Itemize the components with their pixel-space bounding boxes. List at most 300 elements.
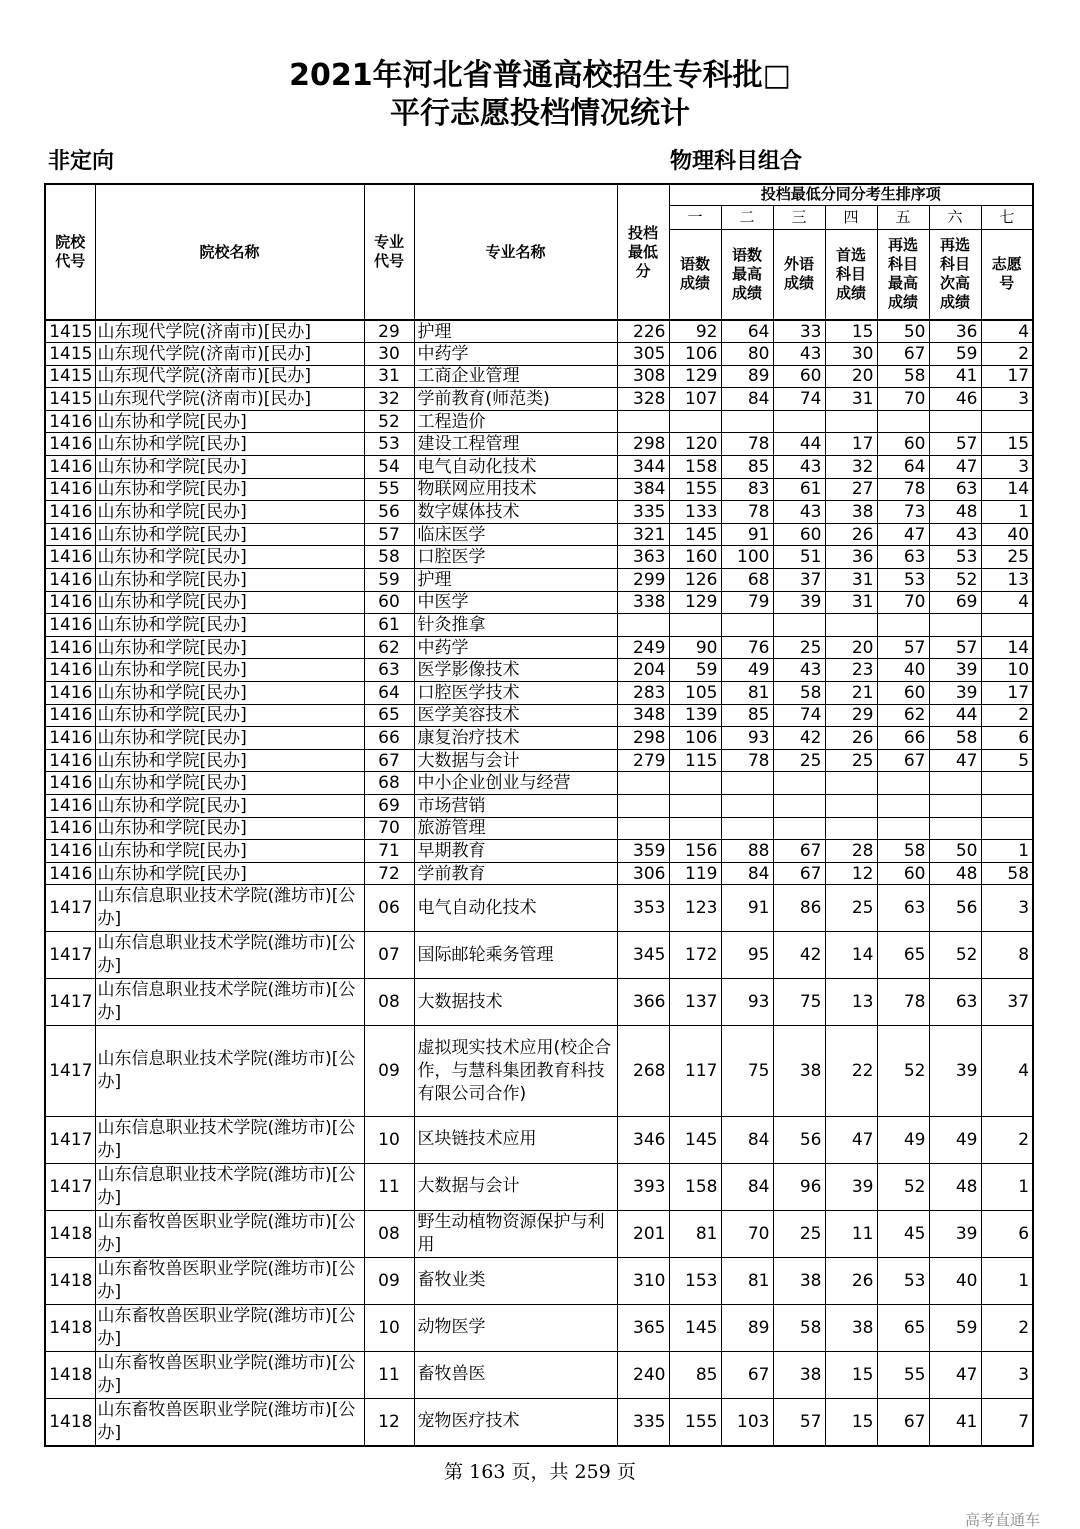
row-sort-7: 2 [981, 343, 1033, 366]
row-sort-7: 2 [981, 704, 1033, 727]
row-sort-7: 25 [981, 546, 1033, 569]
row-sort-6 [929, 614, 981, 637]
row-sort-4: 26 [825, 1257, 877, 1304]
row-sort-2: 79 [721, 591, 773, 614]
table-row [45, 501, 1033, 524]
table-row [45, 1257, 1033, 1304]
row-sort-1: 145 [669, 1304, 721, 1351]
row-major-name: 建设工程管理 [414, 433, 617, 456]
row-min-score [617, 772, 669, 795]
row-major-name: 康复治疗技术 [414, 727, 617, 750]
row-major-name: 电气自动化技术 [414, 885, 617, 932]
table-row [45, 749, 1033, 772]
row-major-name: 市场营销 [414, 794, 617, 817]
row-major-name: 工商企业管理 [414, 365, 617, 388]
row-sort-5: 52 [877, 1163, 929, 1210]
header-order-7: 七 [981, 205, 1033, 229]
row-sort-2 [721, 794, 773, 817]
row-sort-2: 100 [721, 546, 773, 569]
header-school-name: 院校名称 [95, 184, 364, 320]
row-sort-3: 25 [773, 749, 825, 772]
row-major-name: 数字媒体技术 [414, 501, 617, 524]
row-school-name: 山东畜牧兽医职业学院(潍坊市)[公办] [95, 1304, 364, 1351]
row-sort-2: 78 [721, 749, 773, 772]
row-major-name: 针灸推拿 [414, 614, 617, 637]
row-major-name: 口腔医学 [414, 546, 617, 569]
row-school-name: 山东协和学院[民办] [95, 794, 364, 817]
row-sort-5: 70 [877, 591, 929, 614]
row-school-code: 1416 [45, 523, 95, 546]
row-sort-2: 85 [721, 456, 773, 479]
row-min-score: 310 [617, 1257, 669, 1304]
table-row [45, 979, 1033, 1026]
row-sort-1: 115 [669, 749, 721, 772]
row-sort-6: 48 [929, 501, 981, 524]
row-school-code: 1416 [45, 569, 95, 592]
row-sort-1: 123 [669, 885, 721, 932]
row-sort-4: 20 [825, 636, 877, 659]
row-sort-5: 53 [877, 1257, 929, 1304]
row-sort-2: 89 [721, 365, 773, 388]
row-sort-1: 119 [669, 862, 721, 885]
row-sort-6: 59 [929, 1304, 981, 1351]
row-sort-3: 39 [773, 591, 825, 614]
row-sort-7: 6 [981, 1210, 1033, 1257]
row-sort-3: 74 [773, 388, 825, 411]
row-min-score: 283 [617, 682, 669, 705]
row-sort-3 [773, 410, 825, 433]
row-min-score: 359 [617, 840, 669, 863]
row-sort-5: 73 [877, 501, 929, 524]
row-school-code: 1416 [45, 817, 95, 840]
row-major-name: 医学美容技术 [414, 704, 617, 727]
row-school-name: 山东协和学院[民办] [95, 569, 364, 592]
row-sort-1: 137 [669, 979, 721, 1026]
row-sort-4 [825, 794, 877, 817]
row-sort-2: 84 [721, 1116, 773, 1163]
row-sort-5: 78 [877, 478, 929, 501]
row-school-name: 山东现代学院(济南市)[民办] [95, 320, 364, 343]
table-row [45, 862, 1033, 885]
row-major-code: 12 [364, 1398, 414, 1446]
row-sort-7: 5 [981, 749, 1033, 772]
row-sort-3 [773, 794, 825, 817]
row-major-code: 67 [364, 749, 414, 772]
row-school-code: 1416 [45, 433, 95, 456]
row-min-score: 328 [617, 388, 669, 411]
row-sort-5: 67 [877, 343, 929, 366]
row-school-name: 山东畜牧兽医职业学院(潍坊市)[公办] [95, 1210, 364, 1257]
row-sort-4 [825, 614, 877, 637]
header-sort-item-2: 语数 最高 成绩 [721, 229, 773, 320]
row-sort-6: 47 [929, 749, 981, 772]
row-sort-3: 67 [773, 862, 825, 885]
row-sort-5: 53 [877, 569, 929, 592]
row-sort-7: 2 [981, 1116, 1033, 1163]
table-row [45, 1116, 1033, 1163]
row-school-name: 山东现代学院(济南市)[民办] [95, 388, 364, 411]
table-row [45, 794, 1033, 817]
table-row [45, 1351, 1033, 1398]
row-sort-5: 50 [877, 320, 929, 343]
row-school-code: 1416 [45, 659, 95, 682]
row-sort-3: 44 [773, 433, 825, 456]
row-sort-1: 153 [669, 1257, 721, 1304]
row-school-code: 1417 [45, 932, 95, 979]
row-sort-7: 2 [981, 1304, 1033, 1351]
row-major-code: 69 [364, 794, 414, 817]
row-school-name: 山东协和学院[民办] [95, 614, 364, 637]
row-min-score: 335 [617, 501, 669, 524]
row-sort-5 [877, 614, 929, 637]
row-sort-4: 28 [825, 840, 877, 863]
row-sort-6: 57 [929, 433, 981, 456]
row-sort-4: 27 [825, 478, 877, 501]
row-sort-3 [773, 817, 825, 840]
row-min-score: 353 [617, 885, 669, 932]
row-min-score: 305 [617, 343, 669, 366]
row-major-name: 学前教育(师范类) [414, 388, 617, 411]
row-sort-3: 67 [773, 840, 825, 863]
table-row [45, 772, 1033, 795]
row-sort-5: 63 [877, 885, 929, 932]
row-school-code: 1416 [45, 501, 95, 524]
row-sort-2: 89 [721, 1304, 773, 1351]
row-sort-7: 14 [981, 636, 1033, 659]
row-sort-4: 25 [825, 749, 877, 772]
table-row [45, 569, 1033, 592]
row-sort-2: 78 [721, 433, 773, 456]
row-sort-6: 53 [929, 546, 981, 569]
row-school-code: 1418 [45, 1398, 95, 1446]
row-major-name: 医学影像技术 [414, 659, 617, 682]
row-sort-5: 57 [877, 636, 929, 659]
row-sort-1: 120 [669, 433, 721, 456]
header-major-code: 专业 代号 [364, 184, 414, 320]
row-major-name: 区块链技术应用 [414, 1116, 617, 1163]
row-sort-7: 7 [981, 1398, 1033, 1446]
row-sort-7: 15 [981, 433, 1033, 456]
row-major-name: 大数据与会计 [414, 749, 617, 772]
row-sort-7: 4 [981, 320, 1033, 343]
row-sort-4: 13 [825, 979, 877, 1026]
row-sort-5: 60 [877, 433, 929, 456]
row-sort-4: 38 [825, 1304, 877, 1351]
row-school-name: 山东现代学院(济南市)[民办] [95, 343, 364, 366]
row-sort-4: 23 [825, 659, 877, 682]
row-sort-4: 12 [825, 862, 877, 885]
row-min-score: 366 [617, 979, 669, 1026]
row-school-name: 山东协和学院[民办] [95, 862, 364, 885]
row-sort-6: 59 [929, 343, 981, 366]
row-sort-7: 13 [981, 569, 1033, 592]
row-sort-3: 37 [773, 569, 825, 592]
row-major-code: 59 [364, 569, 414, 592]
row-sort-2: 70 [721, 1210, 773, 1257]
row-sort-3 [773, 614, 825, 637]
row-sort-7: 6 [981, 727, 1033, 750]
row-school-name: 山东协和学院[民办] [95, 410, 364, 433]
row-school-code: 1416 [45, 614, 95, 637]
row-sort-6: 49 [929, 1116, 981, 1163]
row-school-name: 山东现代学院(济南市)[民办] [95, 365, 364, 388]
row-major-name: 早期教育 [414, 840, 617, 863]
row-sort-1: 106 [669, 727, 721, 750]
row-sort-3: 43 [773, 659, 825, 682]
row-sort-2: 67 [721, 1351, 773, 1398]
row-sort-6: 48 [929, 1163, 981, 1210]
row-sort-2: 68 [721, 569, 773, 592]
row-sort-7: 3 [981, 1351, 1033, 1398]
row-sort-5: 55 [877, 1351, 929, 1398]
row-min-score: 306 [617, 862, 669, 885]
row-sort-2: 93 [721, 979, 773, 1026]
row-major-name: 畜牧业类 [414, 1257, 617, 1304]
subtitle-plan-type: 非定向 [48, 149, 115, 174]
row-sort-3: 42 [773, 727, 825, 750]
row-sort-2: 93 [721, 727, 773, 750]
header-order-6: 六 [929, 205, 981, 229]
row-school-name: 山东畜牧兽医职业学院(潍坊市)[公办] [95, 1398, 364, 1446]
header-sort-item-5: 再选 科目 最高 成绩 [877, 229, 929, 320]
header-order-3: 三 [773, 205, 825, 229]
row-sort-1: 133 [669, 501, 721, 524]
row-sort-3: 43 [773, 501, 825, 524]
row-school-code: 1416 [45, 840, 95, 863]
table-row [45, 1398, 1033, 1446]
row-sort-2: 85 [721, 704, 773, 727]
row-school-code: 1416 [45, 478, 95, 501]
row-sort-7: 1 [981, 1257, 1033, 1304]
header-sort-item-1: 语数 成绩 [669, 229, 721, 320]
row-min-score: 308 [617, 365, 669, 388]
row-sort-1 [669, 772, 721, 795]
row-sort-3: 86 [773, 885, 825, 932]
row-sort-7 [981, 410, 1033, 433]
row-sort-5: 58 [877, 365, 929, 388]
row-school-name: 山东畜牧兽医职业学院(潍坊市)[公办] [95, 1351, 364, 1398]
row-sort-4: 38 [825, 501, 877, 524]
row-sort-6: 52 [929, 569, 981, 592]
row-sort-7: 1 [981, 501, 1033, 524]
row-min-score: 299 [617, 569, 669, 592]
row-sort-4: 15 [825, 1398, 877, 1446]
row-school-code: 1416 [45, 727, 95, 750]
row-sort-2: 88 [721, 840, 773, 863]
row-sort-6: 52 [929, 932, 981, 979]
row-major-name: 护理 [414, 569, 617, 592]
row-major-name: 工程造价 [414, 410, 617, 433]
row-sort-1: 155 [669, 478, 721, 501]
row-sort-2: 91 [721, 523, 773, 546]
row-major-name: 宠物医疗技术 [414, 1398, 617, 1446]
header-sort-item-3: 外语 成绩 [773, 229, 825, 320]
row-min-score: 363 [617, 546, 669, 569]
header-order-4: 四 [825, 205, 877, 229]
row-min-score: 321 [617, 523, 669, 546]
row-sort-6: 43 [929, 523, 981, 546]
header-order-2: 二 [721, 205, 773, 229]
row-sort-2 [721, 817, 773, 840]
row-sort-4: 31 [825, 591, 877, 614]
row-sort-2: 75 [721, 1026, 773, 1116]
row-min-score: 393 [617, 1163, 669, 1210]
row-sort-6: 48 [929, 862, 981, 885]
table-row [45, 388, 1033, 411]
row-school-name: 山东协和学院[民办] [95, 704, 364, 727]
row-sort-6: 39 [929, 1026, 981, 1116]
row-school-code: 1416 [45, 862, 95, 885]
row-sort-5: 60 [877, 862, 929, 885]
row-sort-2 [721, 614, 773, 637]
row-min-score: 279 [617, 749, 669, 772]
row-sort-5: 66 [877, 727, 929, 750]
row-sort-3: 74 [773, 704, 825, 727]
table-row [45, 659, 1033, 682]
row-sort-7: 3 [981, 388, 1033, 411]
page-footer: 第 163 页，共 259 页 [444, 1461, 636, 1483]
row-sort-6: 58 [929, 727, 981, 750]
row-sort-4: 15 [825, 320, 877, 343]
row-school-name: 山东协和学院[民办] [95, 433, 364, 456]
row-sort-2: 83 [721, 478, 773, 501]
row-sort-6: 41 [929, 365, 981, 388]
row-major-code: 29 [364, 320, 414, 343]
row-sort-6 [929, 772, 981, 795]
row-major-code: 68 [364, 772, 414, 795]
row-sort-5 [877, 410, 929, 433]
row-sort-4 [825, 817, 877, 840]
row-sort-6: 40 [929, 1257, 981, 1304]
row-school-code: 1415 [45, 388, 95, 411]
row-sort-3: 25 [773, 636, 825, 659]
table-row [45, 932, 1033, 979]
table-row [45, 343, 1033, 366]
row-sort-2 [721, 772, 773, 795]
row-sort-3: 60 [773, 523, 825, 546]
row-sort-4: 30 [825, 343, 877, 366]
row-sort-2: 84 [721, 1163, 773, 1210]
row-min-score [617, 410, 669, 433]
row-sort-7: 14 [981, 478, 1033, 501]
row-sort-1: 106 [669, 343, 721, 366]
row-sort-4: 31 [825, 388, 877, 411]
header-order-1: 一 [669, 205, 721, 229]
row-school-name: 山东协和学院[民办] [95, 727, 364, 750]
header-sort-item-4: 首选 科目 成绩 [825, 229, 877, 320]
row-sort-1: 160 [669, 546, 721, 569]
row-sort-3: 75 [773, 979, 825, 1026]
row-sort-2: 95 [721, 932, 773, 979]
row-major-name: 护理 [414, 320, 617, 343]
row-school-code: 1416 [45, 682, 95, 705]
table-row [45, 1026, 1033, 1116]
row-school-code: 1416 [45, 794, 95, 817]
table-row [45, 591, 1033, 614]
table-row [45, 1163, 1033, 1210]
row-school-code: 1415 [45, 365, 95, 388]
watermark: 高考直通车 [965, 1511, 1041, 1529]
row-sort-4: 29 [825, 704, 877, 727]
row-major-name: 中小企业创业与经营 [414, 772, 617, 795]
row-min-score: 365 [617, 1304, 669, 1351]
row-sort-4: 14 [825, 932, 877, 979]
row-school-code: 1417 [45, 885, 95, 932]
row-school-code: 1416 [45, 704, 95, 727]
row-sort-6: 47 [929, 456, 981, 479]
row-sort-4: 32 [825, 456, 877, 479]
header-school-code: 院校 代号 [45, 184, 95, 320]
row-sort-7: 40 [981, 523, 1033, 546]
row-major-code: 55 [364, 478, 414, 501]
row-major-code: 09 [364, 1257, 414, 1304]
row-major-code: 65 [364, 704, 414, 727]
table-row [45, 1210, 1033, 1257]
row-sort-2: 84 [721, 388, 773, 411]
row-major-code: 52 [364, 410, 414, 433]
table-row [45, 840, 1033, 863]
row-sort-6: 39 [929, 1210, 981, 1257]
row-school-code: 1417 [45, 979, 95, 1026]
row-major-code: 57 [364, 523, 414, 546]
row-sort-7: 8 [981, 932, 1033, 979]
row-sort-6: 36 [929, 320, 981, 343]
header-sort-item-7: 志愿 号 [981, 229, 1033, 320]
row-sort-3: 38 [773, 1257, 825, 1304]
row-sort-5: 52 [877, 1026, 929, 1116]
row-school-name: 山东协和学院[民办] [95, 546, 364, 569]
header-major-name: 专业名称 [414, 184, 617, 320]
row-sort-3: 57 [773, 1398, 825, 1446]
row-major-code: 71 [364, 840, 414, 863]
row-min-score: 345 [617, 932, 669, 979]
row-major-name: 旅游管理 [414, 817, 617, 840]
table-row [45, 478, 1033, 501]
row-school-name: 山东信息职业技术学院(潍坊市)[公办] [95, 1116, 364, 1163]
row-school-name: 山东协和学院[民办] [95, 840, 364, 863]
row-sort-1: 145 [669, 523, 721, 546]
row-major-code: 10 [364, 1304, 414, 1351]
row-min-score: 240 [617, 1351, 669, 1398]
row-sort-5: 78 [877, 979, 929, 1026]
row-major-code: 56 [364, 501, 414, 524]
table-row [45, 365, 1033, 388]
row-school-name: 山东信息职业技术学院(潍坊市)[公办] [95, 1026, 364, 1116]
row-sort-4: 31 [825, 569, 877, 592]
row-sort-2 [721, 410, 773, 433]
table-row [45, 523, 1033, 546]
row-school-name: 山东协和学院[民办] [95, 636, 364, 659]
row-major-name: 动物医学 [414, 1304, 617, 1351]
row-school-name: 山东协和学院[民办] [95, 772, 364, 795]
row-sort-5: 64 [877, 456, 929, 479]
row-sort-1: 158 [669, 1163, 721, 1210]
row-sort-6: 46 [929, 388, 981, 411]
row-major-code: 70 [364, 817, 414, 840]
row-school-name: 山东协和学院[民办] [95, 659, 364, 682]
row-sort-1: 107 [669, 388, 721, 411]
row-school-name: 山东协和学院[民办] [95, 501, 364, 524]
row-sort-3: 43 [773, 343, 825, 366]
row-major-code: 08 [364, 979, 414, 1026]
row-sort-2: 84 [721, 862, 773, 885]
row-sort-2: 103 [721, 1398, 773, 1446]
row-min-score: 335 [617, 1398, 669, 1446]
row-sort-6: 39 [929, 682, 981, 705]
row-sort-5 [877, 817, 929, 840]
row-sort-5: 65 [877, 932, 929, 979]
row-sort-4: 26 [825, 727, 877, 750]
